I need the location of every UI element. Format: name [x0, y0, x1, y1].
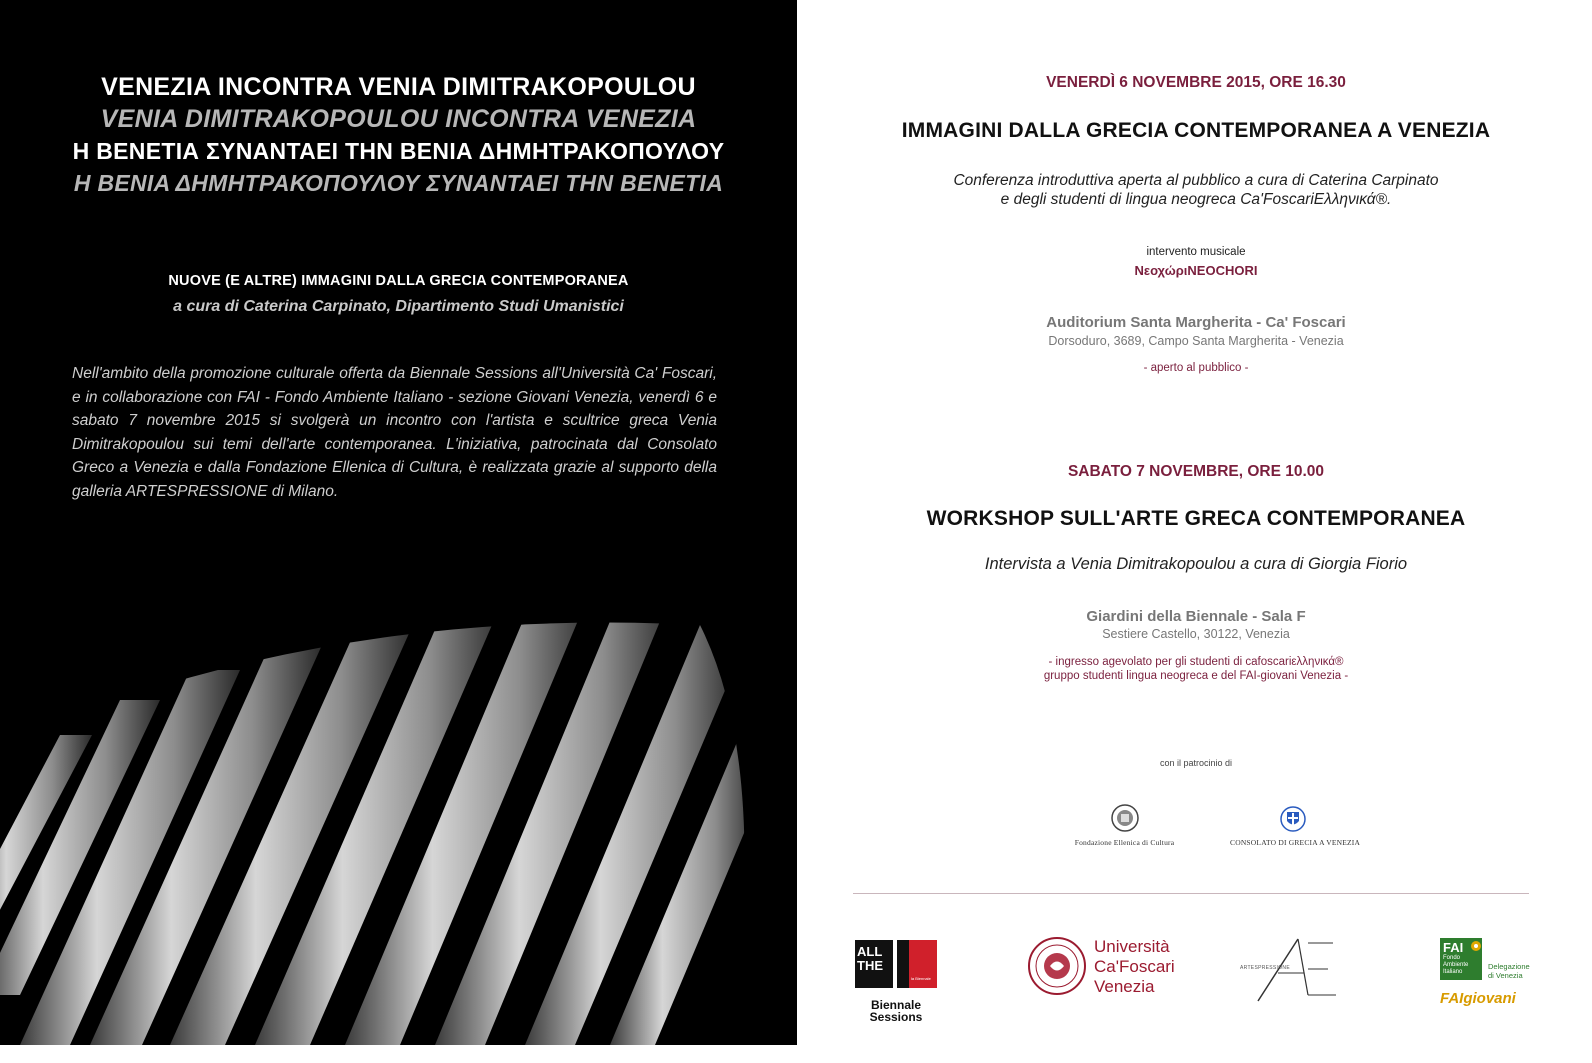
consolato-logo [1230, 805, 1361, 847]
fondazione-caption: Fondazione Ellenica di Cultura [1074, 838, 1175, 847]
intro-paragraph: Nell'ambito della promozione culturale offerta da Biennale Sessions all'Università Ca' Foscari, e in collaborazione con FAI - Fondo Ambiente Italiano - sezione Giovani Venezia, venerdì 6 e sabato 7 novembre 2015 si svolgerà un incontro con l'artista e scultrice greca Venia Dimitrakopoulou sui temi dell'arte contemporanea. L'iniziativa, patrocinata dal Consolato Greco a Venezia e dalla Fondazione Ellenica di Cultura, è realizzata grazie al supporto della galleria ARTESPRESSIONE di Milano. [72, 365, 717, 500]
curator-line: a cura di Caterina Carpinato, Dipartimento Studi Umanistici [173, 298, 624, 315]
biennale-caption-2: Sessions [869, 1010, 923, 1024]
event2-date: SABATO 7 NOVEMBRE, ORE 10.00 [1067, 463, 1325, 480]
artespressione-logo [1238, 935, 1348, 1005]
event2-title: WORKSHOP SULL'ARTE GRECA CONTEMPORANEA [926, 507, 1466, 530]
title-line-3-greek: Η ΒΕΝΕΤΙΑ ΣΥΝΑΝΤΑΕΙ ΤΗΝ ΒΕΝΙΑ ΔΗΜΗΤΡΑΚΟΠΟΥΛΟΥ [72, 138, 725, 164]
ca-foscari-line-1: Università [1094, 937, 1170, 956]
ca-foscari-line-2: Ca'Foscari [1094, 957, 1175, 976]
poster-left-panel [0, 0, 797, 1045]
event2-note-line2: gruppo studenti lingua neogreca e del FAI-giovani Venezia - [1043, 670, 1349, 682]
fai-line-5: di Venezia [1488, 971, 1523, 980]
fai-logo [1440, 938, 1535, 1018]
ca-foscari-line-3: Venezia [1094, 977, 1155, 996]
event1-note: - aperto al pubblico - [1143, 362, 1249, 374]
artespressione-small-text: ARTESPRESSIONE [1240, 965, 1290, 971]
title-line-2: VENIA DIMITRAKOPOULOU INCONTRA VENEZIA [100, 105, 697, 133]
event1-title: IMMAGINI DALLA GRECIA CONTEMPORANEA A VENEZIA [901, 119, 1491, 142]
fai-green-block: FAI Fondo Ambiente Italiano [1440, 938, 1482, 980]
footer-divider [853, 893, 1529, 894]
greek-emblem-icon [1279, 805, 1307, 833]
fai-flower-icon [1470, 940, 1482, 952]
biennale-caption-1: Biennale [870, 998, 921, 1012]
event2-note-line1: - ingresso agevolato per gli studenti di cafoscariελληνικά® [1048, 656, 1344, 668]
fai-line-1: Fondo [1443, 955, 1461, 961]
sculpture-photo [0, 565, 797, 1045]
ca-foscari-seal-icon [1026, 935, 1088, 997]
fai-line-3: Italiano [1443, 969, 1463, 975]
event2-desc: Intervista a Venia Dimitrakopoulou a cura di Giorgia Fiorio [984, 555, 1408, 573]
fondazione-ellenica-logo [1062, 803, 1187, 847]
poster-right-panel [800, 0, 1592, 1063]
svg-text:ALL: ALL [857, 944, 883, 959]
svg-text:THE: THE [857, 958, 883, 973]
consolato-caption: CONSOLATO DI GRECIA A VENEZIA [1230, 838, 1361, 847]
event2-address: Sestiere Castello, 30122, Venezia [1102, 627, 1290, 641]
title-line-4-greek: Η ΒΕΝΙΑ ΔΗΜΗΤΡΑΚΟΠΟΥΛΟΥ ΣΥΝΑΝΤΑΕΙ ΤΗΝ ΒΕΝΕΤΙΑ [73, 170, 724, 196]
event1-address: Dorsoduro, 3689, Campo Santa Margherita - Venezia [1048, 334, 1344, 348]
event1-desc-line2: e degli studenti di lingua neogreca Ca'FoscariΕλληνικά®. [1000, 191, 1392, 208]
music-performer: ΝεοχώριNEOCHORI [1134, 263, 1258, 278]
fondazione-seal-icon [1110, 803, 1140, 833]
event1-venue: Auditorium Santa Margherita - Ca' Foscari [1046, 314, 1346, 331]
event2-venue: Giardini della Biennale - Sala F [1086, 608, 1306, 625]
event1-date: VENERDÌ 6 NOVEMBRE 2015, ORE 16.30 [1046, 74, 1346, 91]
title-line-1: VENEZIA INCONTRA VENIA DIMITRAKOPOULOU [101, 73, 696, 101]
svg-text:la Biennale: la Biennale [911, 976, 931, 981]
fai-line-2: Ambiente [1443, 962, 1469, 968]
music-label: intervento musicale [1146, 246, 1246, 258]
ca-foscari-logo [1026, 935, 1186, 997]
biennale-mark-icon [855, 940, 937, 988]
event1-desc-line1: Conferenza introduttiva aperta al pubblico a cura di Caterina Carpinato [953, 172, 1439, 189]
exhibition-subtitle: NUOVE (E ALTRE) IMMAGINI DALLA GRECIA CONTEMPORANEA [168, 273, 629, 289]
biennale-sessions-logo [855, 940, 937, 1024]
fai-line-4: Delegazione [1488, 962, 1530, 971]
patronage-label: con il patrocinio di [1159, 758, 1233, 768]
fai-giovani-wordmark: FAIgiovani [1440, 990, 1516, 1007]
